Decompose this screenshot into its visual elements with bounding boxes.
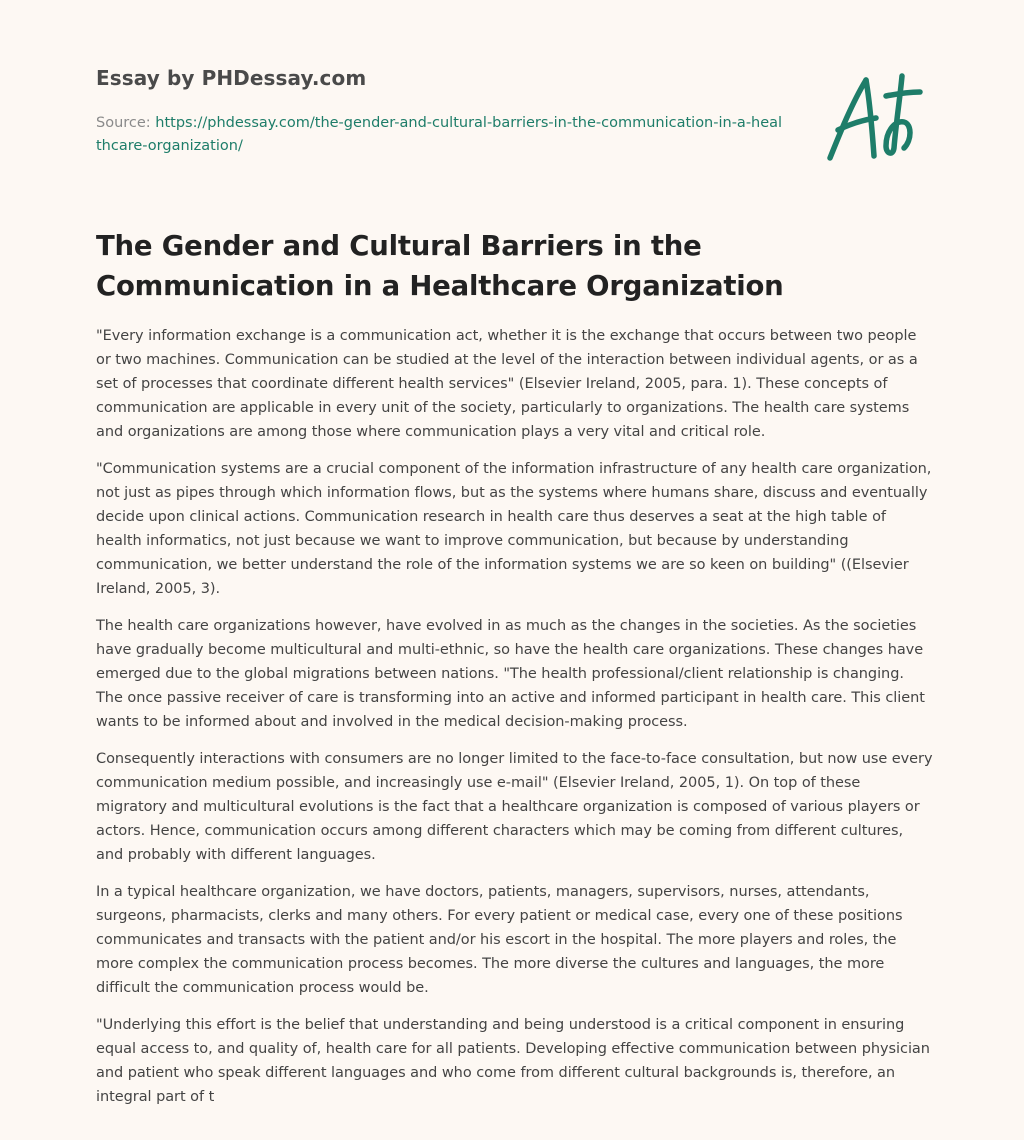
article-body	[96, 324, 934, 1122]
article-paragraph: Consequently interactions with consumers are no longer limited to the face-to-face consultation, but now use every communication medium possible, and increasingly use e-mail" (Elsevier Ireland, 2005, 1). On top of these migratory and multicultural evolutions is the fact that a healthcare organization is composed of various players or actors. Hence, communication occurs among different characters which may be coming from different cultures, and probably with different languages.	[96, 751, 933, 863]
article-title: The Gender and Cultural Barriers in the Communication in a Healthcare Organization	[96, 230, 784, 302]
a-plus-logo-icon	[820, 68, 930, 168]
article-paragraph: The health care organizations however, have evolved in as much as the changes in the societies. As the societies have gradually become multicultural and multi-ethnic, so have the health care organizations. These changes have emerged due to the global migrations between nations. "The health professional/client relationship is changing. The once passive receiver of care is transforming into an active and informed participant in health care. This client wants to be informed about and involved in the medical decision-making process.	[96, 618, 925, 730]
article-paragraph: In a typical healthcare organization, we have doctors, patients, managers, supervisors, nurses, attendants, surgeons, pharmacists, clerks and many others. For every patient or medical case, every one of these positions communicates and transacts with the patient and/or his escort in the hospital. The more players and roles, the more complex the communication process becomes. The more diverse the cultures and languages, the more difficult the communication process would be.	[96, 884, 903, 996]
site-brand: Essay by PHDessay.com	[96, 66, 367, 90]
article-paragraph: "Every information exchange is a communication act, whether it is the exchange that occurs between two people or two machines. Communication can be studied at the level of the interaction between individual agents, or as a set of processes that coordinate different health services" (Elsevier Ireland, 2005, para. 1). These concepts of communication are applicable in every unit of the society, particularly to organizations. The health care systems and organizations are among those where communication plays a very vital and critical role.	[96, 328, 918, 440]
source-link[interactable]: https://phdessay.com/the-gender-and-cultural-barriers-in-the-communication-in-a-healthcare-organization/	[96, 115, 783, 154]
source-line	[96, 112, 786, 158]
article-paragraph: "Underlying this effort is the belief that understanding and being understood is a critical component in ensuring equal access to, and quality of, health care for all patients. Developing effective communication between physician and patient who speak different languages and who come from different cultural backgrounds is, therefore, an integral part of t	[96, 1017, 930, 1105]
article-paragraph: "Communication systems are a crucial component of the information infrastructure of any health care organization, not just as pipes through which information flows, but as the systems where humans share, discuss and eventually decide upon clinical actions. Communication research in health care thus deserves a seat at the high table of health informatics, not just because we want to improve communication, but because by understanding communication, we better understand the role of the information systems we are so keen on building" ((Elsevier Ireland, 2005, 3).	[96, 461, 932, 597]
source-label: Source:	[96, 115, 151, 131]
